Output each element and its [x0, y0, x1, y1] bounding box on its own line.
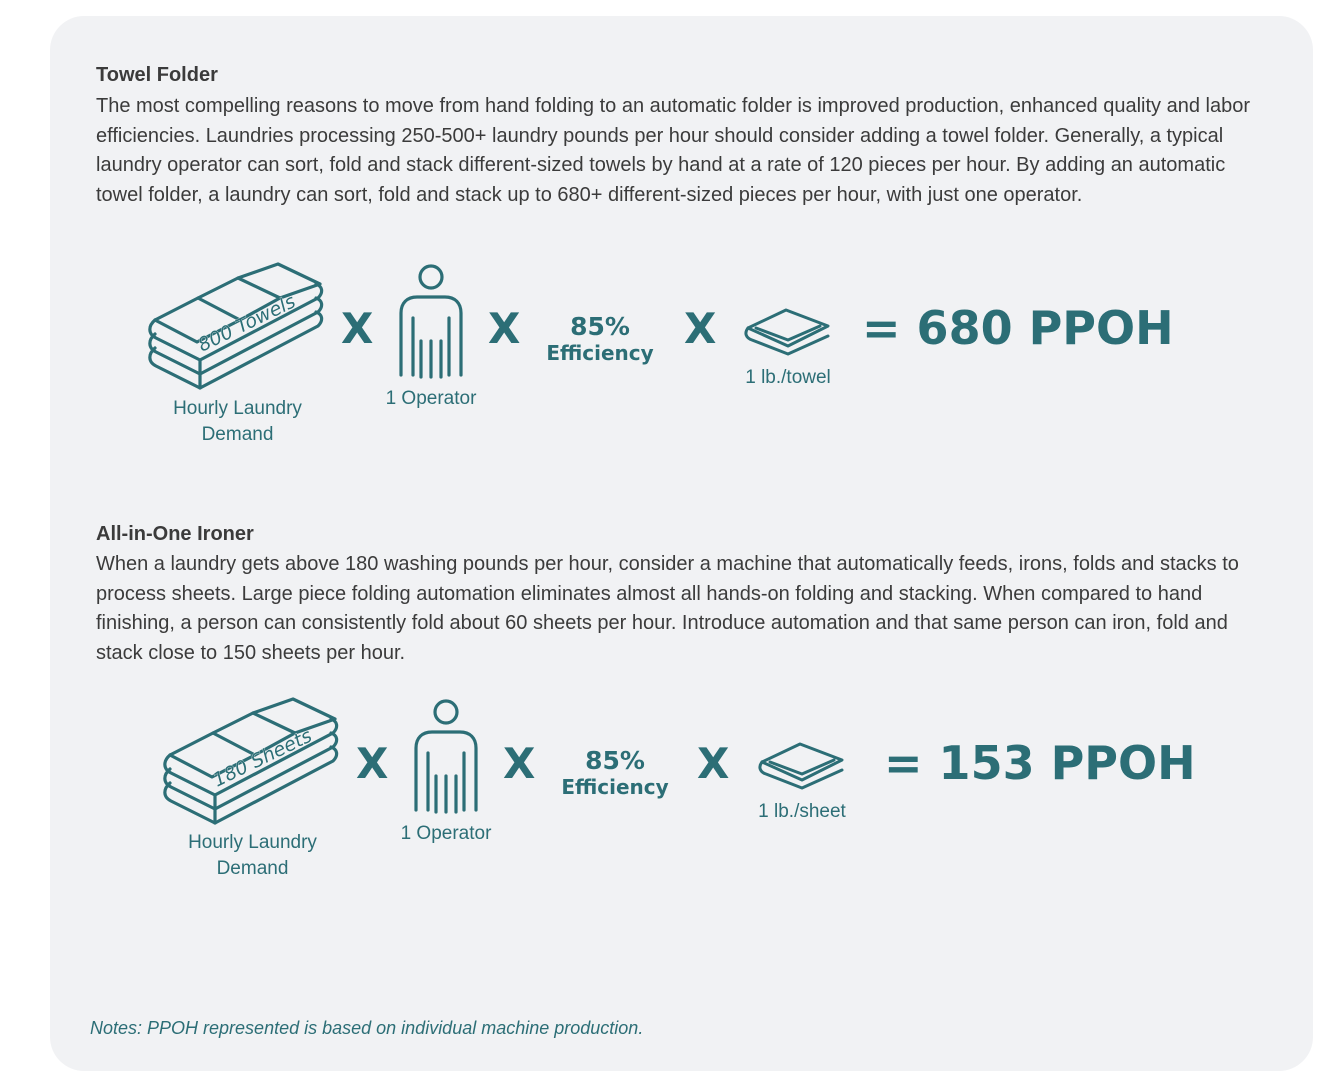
- multiply-symbol-5: X: [503, 739, 536, 788]
- person-icon: [395, 263, 467, 381]
- towel-demand-line2: Demand: [201, 424, 274, 445]
- towel-demand-line1: Hourly Laundry: [173, 398, 302, 419]
- multiply-symbol-3: X: [684, 304, 717, 353]
- ironer-body: When a laundry gets above 180 washing pounds per hour, consider a machine that automatically feeds, irons, folds and stacks to process sheets. Large piece folding automation eliminates almost all hands-on folding and stacking. When compared to hand finishing, a person can consistently fold about 60 sheets per hour. Introduce automation and that same person can iron, fold and stack close to 150 sheets per hour.: [96, 553, 1239, 664]
- multiply-symbol-4: X: [356, 739, 389, 788]
- towel-efficiency: [540, 313, 660, 365]
- multiply-symbol-6: X: [697, 739, 730, 788]
- towel-stack-label-art: [194, 290, 328, 360]
- ironer-result: = 153 PPOH: [884, 736, 1196, 790]
- ironer-efficiency-word: Efficiency: [561, 775, 669, 799]
- ironer-efficiency: [555, 747, 675, 799]
- folded-towel-icon: [744, 306, 832, 356]
- ironer-demand-line2: Demand: [216, 858, 289, 879]
- towel-unit-label: 1 lb./towel: [745, 367, 831, 388]
- towel-result: = 680 PPOH: [862, 301, 1174, 355]
- towel-operator-label: 1 Operator: [385, 388, 477, 409]
- towel-folder-body: The most compelling reasons to move from hand folding to an automatic folder is improved production, enhanced quality and labor efficiencies. Laundries processing 250-500+ laundry pounds per hour should consider adding a towel folder. Generally, a typical laundry operator can sort, fold and stack different-sized towels by hand at a rate of 120 pieces per hour. By adding an automatic towel folder, a laundry can sort, fold and stack up to 680+ different-sized pieces per hour, with just one operator.: [96, 95, 1250, 206]
- towel-folder-title: Towel Folder: [96, 64, 218, 86]
- ironer-demand-label: [165, 830, 340, 882]
- towel-efficiency-word: Efficiency: [546, 341, 654, 365]
- towel-efficiency-pct: 85%: [570, 312, 630, 341]
- folded-sheet-icon: [758, 740, 846, 790]
- ironer-efficiency-pct: 85%: [585, 746, 645, 775]
- ironer-operator-label: 1 Operator: [400, 823, 492, 844]
- multiply-symbol-1: X: [341, 304, 374, 353]
- ironer-demand-line1: Hourly Laundry: [188, 832, 317, 853]
- ironer-unit-label: 1 lb./sheet: [758, 801, 846, 822]
- ironer-title: All-in-One Ironer: [96, 523, 254, 545]
- person-icon-2: [410, 698, 482, 816]
- sheet-stack-label-art: [209, 724, 343, 795]
- footnote: Notes: PPOH represented is based on individual machine production.: [90, 1018, 644, 1038]
- multiply-symbol-2: X: [488, 304, 521, 353]
- towel-demand-label: [150, 396, 325, 448]
- towel-stack-text: 800 Towels: [194, 290, 300, 357]
- sheet-stack-text: 180 Sheets: [209, 724, 316, 792]
